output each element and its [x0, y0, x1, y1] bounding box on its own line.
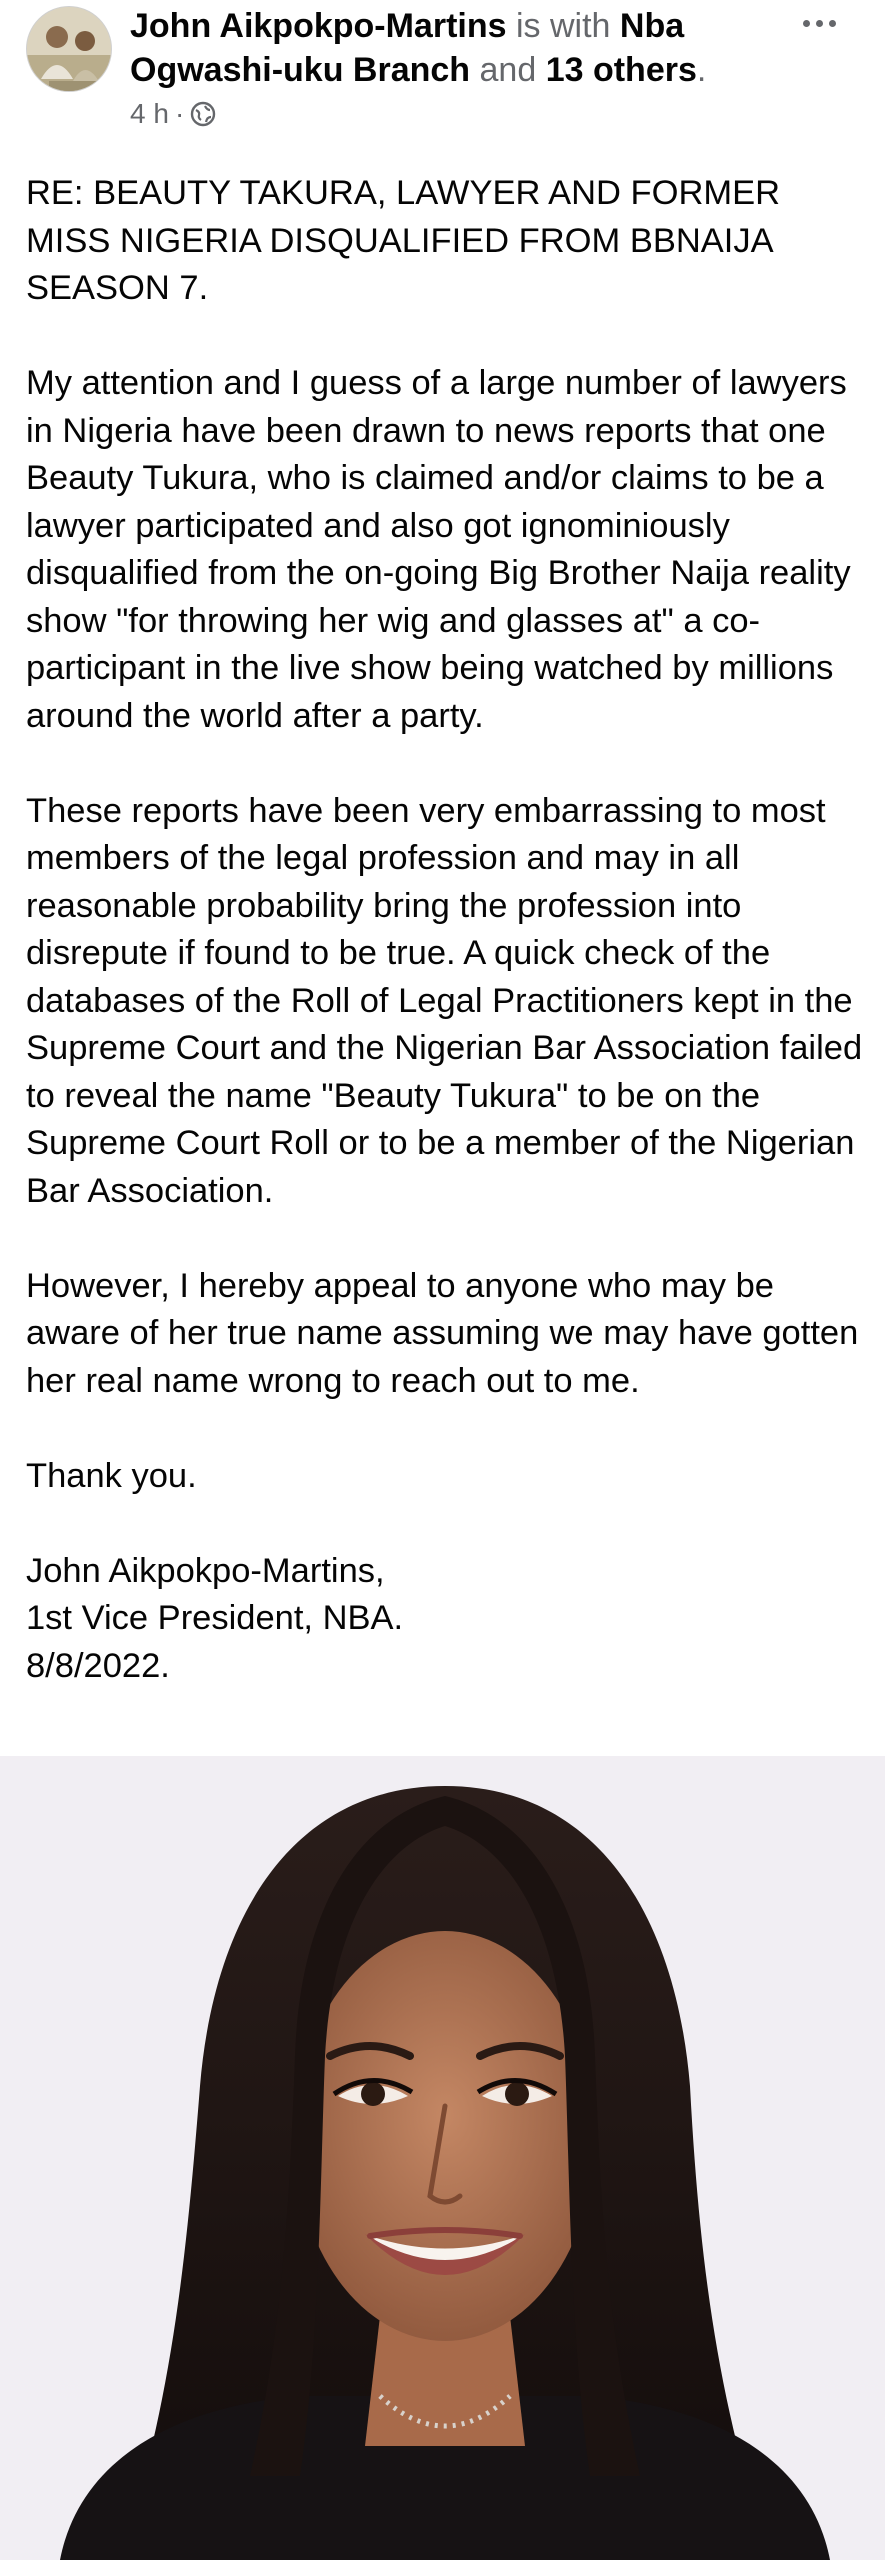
more-options-icon — [803, 20, 810, 27]
post-paragraph: However, I hereby appeal to anyone who may be aware of her true name assuming we may have gotten her real name wrong to reach out to me. — [26, 1266, 859, 1400]
signature-name: John Aikpokpo-Martins, — [26, 1551, 385, 1590]
author-name-link[interactable]: John Aikpokpo-Martins — [130, 7, 507, 45]
attribution-period: . — [696, 51, 707, 89]
post-body — [26, 170, 866, 1690]
meta-separator: · — [174, 98, 185, 129]
tagged-page-link[interactable]: Nba Ogwashi-uku Branch — [130, 7, 685, 89]
post-paragraph: These reports have been very embarrassing to most members of the legal profession and may in all reasonable probability bring the profession into disrepute if found to be true. A quick check of the databases of the Roll of Legal Practitioners kept in the Supreme Court and the Nigerian Bar Association failed to reveal the name "Beauty Tukura" to be on the Supreme Court Roll or to be a member of the Nigerian Bar Association. — [26, 791, 863, 1210]
more-options-button[interactable] — [789, 8, 849, 38]
post-timestamp[interactable]: 4 h — [130, 98, 169, 129]
signature-date: 8/8/2022. — [26, 1646, 170, 1685]
post-header — [0, 0, 885, 150]
post-attribution — [130, 4, 790, 92]
post-signature — [26, 1548, 866, 1691]
more-options-icon-dot — [829, 20, 836, 27]
with-label: is with — [515, 7, 611, 45]
and-label: and — [479, 51, 537, 89]
signature-title: 1st Vice President, NBA. — [26, 1599, 404, 1637]
others-link[interactable]: 13 others — [545, 51, 697, 89]
author-avatar[interactable] — [26, 6, 112, 92]
post-photo[interactable] — [0, 1756, 885, 2560]
more-options-icon-dot — [816, 20, 823, 27]
post-meta — [130, 98, 216, 130]
post-thanks: Thank you. — [26, 1456, 197, 1495]
post-headline: RE: BEAUTY TAKURA, LAWYER AND FORMER MISS NIGERIA DISQUALIFIED FROM BBNAIJA SEASON 7. — [26, 174, 781, 307]
globe-icon[interactable] — [190, 101, 216, 127]
post-paragraph: My attention and I guess of a large number of lawyers in Nigeria have been drawn to news reports that one Beauty Tukura, who is claimed and/or claims to be a lawyer participated and also got ignominiously disqualified from the on-going Big Brother Naija reality show "for throwing her wig and glasses at" a co-participant in the live show being watched by millions around the world after a party. — [26, 364, 851, 735]
